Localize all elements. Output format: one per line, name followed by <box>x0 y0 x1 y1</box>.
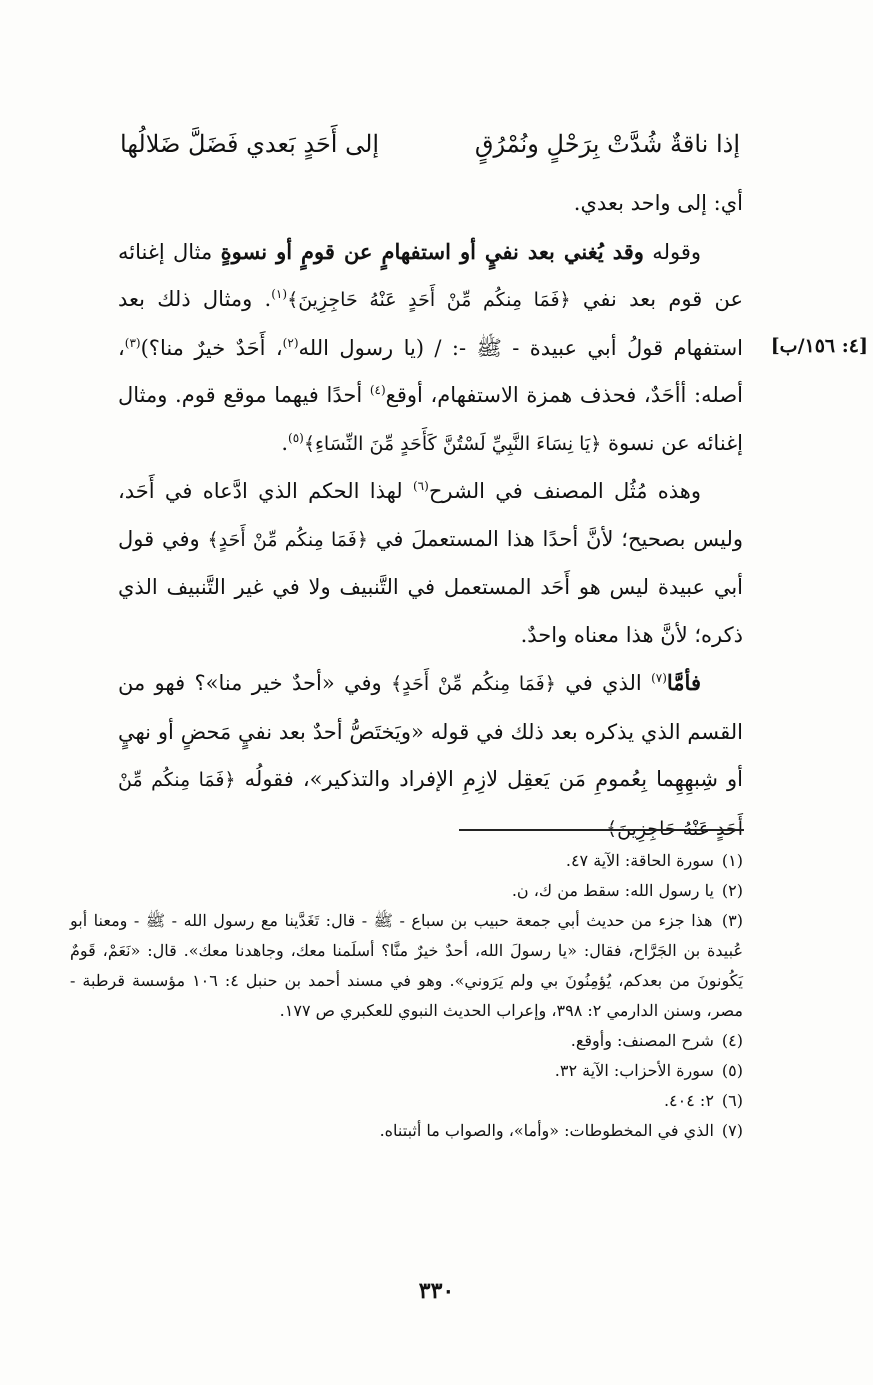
quran-quote: ﴿فَمَا مِنكُم مِّنْ أَحَدٍ﴾ <box>391 673 556 695</box>
text-run: أحدًا فيهما موقع قوم. ومثال إغنائه عن نسوة <box>118 383 743 455</box>
verse-hemistich-first: إذا ناقةٌ شُدَّتْ بِرَحْلٍ ونُمْرُقٍ <box>474 130 740 158</box>
text-run: ، أَحَدٌ خيرٌ منا؟) <box>140 335 283 360</box>
footnote-ref[interactable]: (١) <box>271 287 288 301</box>
footnote-ref[interactable]: (٢) <box>282 335 299 350</box>
footnote-text: شرح المصنف: وأوقع. <box>570 1031 714 1050</box>
footnote-number: (٢) <box>721 881 743 900</box>
paragraph-1 <box>118 228 743 469</box>
footnote-text: سورة الحاقة: الآية ٤٧. <box>565 851 714 870</box>
footnote-text: هذا جزء من حديث أبي جمعة حبيب بن سباع - ﷺ - قال: تَغَدَّينا مع رسول الله - ﷺ - ومعنا أبو عُبيدة بن الجَرَّاح، فقال: «يا رسولَ الله، أحدٌ خيرٌ منَّا؟ أسلَمنا معك، وجاهدنا معك». قال: «نَعَمْ، قَومٌ يَكُونونَ من بعدكم، يُؤمِنُونَ بي ولم يَرَوني». وهو في مسند أحمد بن حنبل ٤: ١٠٦ مؤسسة قرطبة - مصر، وسنن الدارمي ٢: ٣٩٨، وإعراب الحديث النبوي للعكبري ص ١٧٧. <box>70 911 744 1020</box>
text-run: مثال إغنائه عن قوم بعد نفي <box>118 239 744 311</box>
explanation-text: أي: إلى واحد بعدي. <box>573 191 743 215</box>
quran-quote: ﴿فَمَا مِنكُم مِّنْ أَحَدٍ﴾ <box>207 528 369 551</box>
footnote-number: (٥) <box>721 1061 743 1080</box>
text-run: فأمَّا <box>666 670 701 695</box>
text-run: الذي في <box>555 671 652 695</box>
quran-quote: ﴿فَمَا مِنكُم مِّنْ أَحَدٍ عَنْهُ حَاجِزِينَ﴾ <box>118 769 743 840</box>
footnotes <box>70 846 743 1146</box>
text-run: . <box>281 430 289 455</box>
footnote-number: (٦) <box>721 1091 743 1110</box>
footnote-number: (٤) <box>721 1031 743 1050</box>
footnote-ref[interactable]: (٧) <box>651 671 667 685</box>
footnote-number: (١) <box>721 851 743 870</box>
footnote-item <box>70 1026 743 1056</box>
quoted-rule: وقد يُغني بعد نفيٍ أو استفهامٍ عن قومٍ أو نسوةٍ <box>220 238 644 264</box>
text-run: وهذه مُثُل المصنف في الشرح <box>428 479 701 503</box>
page-number: ٣٣٠ <box>418 1278 455 1304</box>
verse-explanation <box>118 180 743 228</box>
footnote-item <box>70 876 743 906</box>
text-run: وقوله <box>643 239 701 264</box>
footnote-divider <box>459 829 744 831</box>
manuscript-folio-marker: [٤: ١٥٦/ب] <box>770 335 868 357</box>
footnote-ref[interactable]: (٦) <box>412 479 429 493</box>
footnote-ref[interactable]: (٥) <box>288 430 304 445</box>
footnote-item <box>70 846 743 876</box>
main-text <box>118 180 743 853</box>
footnote-text: سورة الأحزاب: الآية ٣٢. <box>554 1061 714 1080</box>
text-run: وفي قول أبي عبيدة ليس هو أَحَد المستعمل في التَّنبيف ولا في غير التَّنبيف الذي ذكره؛ لأنَّ هذا معناه واحدٌ. <box>118 526 743 647</box>
paragraph-3 <box>118 659 743 853</box>
footnote-number: (٣) <box>721 911 743 930</box>
footnote-item <box>70 1056 743 1086</box>
text-run: لهذا الحكم الذي ادَّعاه في أَحَد، وليس بصحيح؛ لأنَّ أحدًا هذا المستعملَ في <box>118 479 743 551</box>
verse-hemistich-second: إلى أَحَدٍ بَعدي فَضَلَّ ضَلالُها <box>120 130 380 158</box>
text-run: . ومثال ذلك بعد استفهام قولُ أبي عبيدة - ﷺ -: / (يا رسول الله <box>118 287 743 360</box>
quran-quote: ﴿فَمَا مِنكُم مِّنْ أَحَدٍ عَنْهُ حَاجِزِينَ﴾ <box>287 289 571 311</box>
footnote-text: الذي في المخطوطات: «وأما»، والصواب ما أثبتناه. <box>379 1121 714 1140</box>
footnote-text: يا رسول الله: سقط من ك، ن. <box>511 881 714 900</box>
poetry-verse <box>120 120 740 170</box>
paragraph-2 <box>118 468 743 659</box>
quran-quote: ﴿يَا نِسَاءَ النَّبِيِّ لَسْتُنَّ كَأَحَدٍ مِّنَ النِّسَاءِ﴾ <box>303 432 602 455</box>
footnote-item <box>70 906 743 1026</box>
footnote-ref[interactable]: (٣) <box>124 335 141 350</box>
footnote-item <box>70 1116 743 1146</box>
footnote-item <box>70 1086 743 1116</box>
footnote-text: ٢: ٤٠٤. <box>663 1091 714 1110</box>
text-run: وفي «أحدٌ خير منا»؟ فهو من القسم الذي يذكره بعد ذلك في قوله «ويَختَصُّ أحدٌ بعد نفيٍ مَحضٍ أو نهيٍ أو شِبهِهِما بِعُمومِ مَن يَعقِل لازِمِ الإفراد والتذكير»، فقولُه <box>118 671 744 791</box>
text-run: ، أصله: أأحَدٌ، فحذف همزة الاستفهام، أوقع <box>118 335 743 407</box>
footnote-ref[interactable]: (٤) <box>369 383 386 397</box>
footnote-number: (٧) <box>721 1121 743 1140</box>
